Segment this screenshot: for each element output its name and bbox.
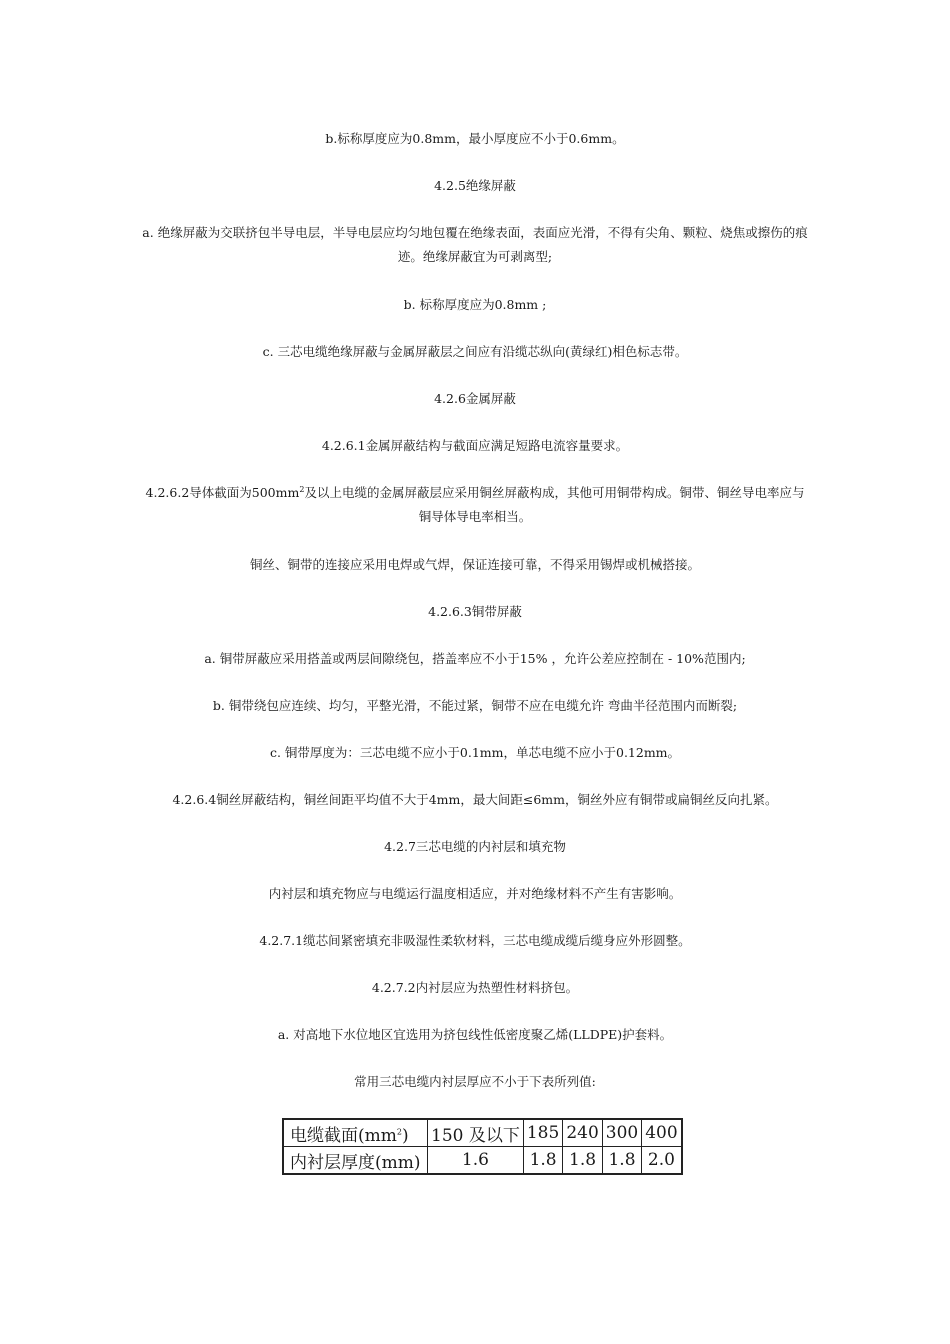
para-copper-tape-b: b. 铜带绕包应连续、均匀，平整光滑，不能过紧，铜带不应在电缆允许 弯曲半径范围内而断裂; (212, 698, 738, 713)
para-4-2-6-2 (140, 481, 810, 529)
para-4-2-6-2-part-b: 及以上电缆的金属屏蔽层应采用铜丝屏蔽构成，其他可用铜带构成。铜带、铜丝导电率应与铜导体导电率相当。 (304, 485, 805, 524)
para-shield-thickness: b.标称厚度应为0.8mm，最小厚度应不小于0.6mm。 (325, 131, 625, 146)
para-4-2-7-1: 4.2.7.1缆芯间紧密填充非吸湿性柔软材料，三芯电缆成缆后缆身应外形圆整。 (259, 933, 691, 948)
para-insulation-shield-b: b. 标称厚度应为0.8mm ; (403, 297, 547, 312)
table-cell: 2.0 (642, 1147, 682, 1175)
table-row (283, 1147, 682, 1175)
table-cell: 1.8 (563, 1147, 602, 1175)
table-cell: 300 (602, 1119, 641, 1147)
para-insulation-shield-a: a. 绝缘屏蔽为交联挤包半导电层，半导电层应均匀地包覆在绝缘表面，表面应光滑，不得有尖角、颗粒、烧焦或擦伤的痕迹。绝缘屏蔽宜为可剥离型; (142, 225, 808, 264)
table-row (283, 1119, 682, 1147)
heading-4-2-6-3: 4.2.6.3铜带屏蔽 (428, 604, 522, 619)
para-4-2-6-2-part-a: 4.2.6.2导体截面为500mm (145, 485, 300, 500)
section-label-close: ) (401, 1125, 409, 1146)
para-table-intro: 常用三芯电缆内衬层厚应不小于下表所列值: (354, 1074, 596, 1089)
para-copper-connection: 铜丝、铜带的连接应采用电焊或气焊，保证连接可靠，不得采用锡焊或机械搭接。 (249, 557, 700, 572)
table-cell: 400 (642, 1119, 682, 1147)
lining-thickness-table (282, 1118, 683, 1175)
heading-4-2-5: 4.2.5绝缘屏蔽 (434, 178, 516, 193)
table-cell: 1.6 (428, 1147, 524, 1175)
superscript-2: 2 (396, 1126, 402, 1136)
table-cell: 150 及以下 (428, 1119, 524, 1147)
superscript-2: 2 (299, 484, 305, 494)
table-cell: 185 (523, 1119, 562, 1147)
table-cell: 1.8 (523, 1147, 562, 1175)
heading-4-2-6: 4.2.6金属屏蔽 (434, 391, 516, 406)
para-4-2-6-4: 4.2.6.4铜丝屏蔽结构，铜丝间距平均值不大于4mm，最大间距≤6mm，铜丝外应有铜带或扁铜丝反向扎紧。 (172, 792, 778, 807)
para-copper-tape-c: c. 铜带厚度为：三芯电缆不应小于0.1mm，单芯电缆不应小于0.12mm。 (269, 745, 681, 760)
table-header-cell: 内衬层厚度(mm) (283, 1147, 428, 1175)
para-4-2-7-2: 4.2.7.2内衬层应为热塑性材料挤包。 (371, 980, 579, 995)
table-header-cell (283, 1119, 428, 1147)
section-label: 电缆截面(mm (290, 1125, 397, 1146)
heading-4-2-7: 4.2.7三芯电缆的内衬层和填充物 (384, 839, 566, 854)
para-inner-lining: 内衬层和填充物应与电缆运行温度相适应，并对绝缘材料不产生有害影响。 (268, 886, 682, 901)
para-copper-tape-a: a. 铜带屏蔽应采用搭盖或两层间隙绕包，搭盖率应不小于15% ，允许公差应控制在 - 10%范围内; (204, 651, 746, 666)
para-insulation-shield-c: c. 三芯电缆绝缘屏蔽与金属屏蔽层之间应有沿缆芯纵向(黄绿红)相色标志带。 (262, 344, 688, 359)
table-cell: 240 (563, 1119, 602, 1147)
table-cell: 1.8 (602, 1147, 641, 1175)
para-4-2-6-1: 4.2.6.1金属屏蔽结构与截面应满足短路电流容量要求。 (321, 438, 629, 453)
para-lldpe: a. 对高地下水位地区宜选用为挤包线性低密度聚乙烯(LLDPE)护套料。 (277, 1027, 673, 1042)
